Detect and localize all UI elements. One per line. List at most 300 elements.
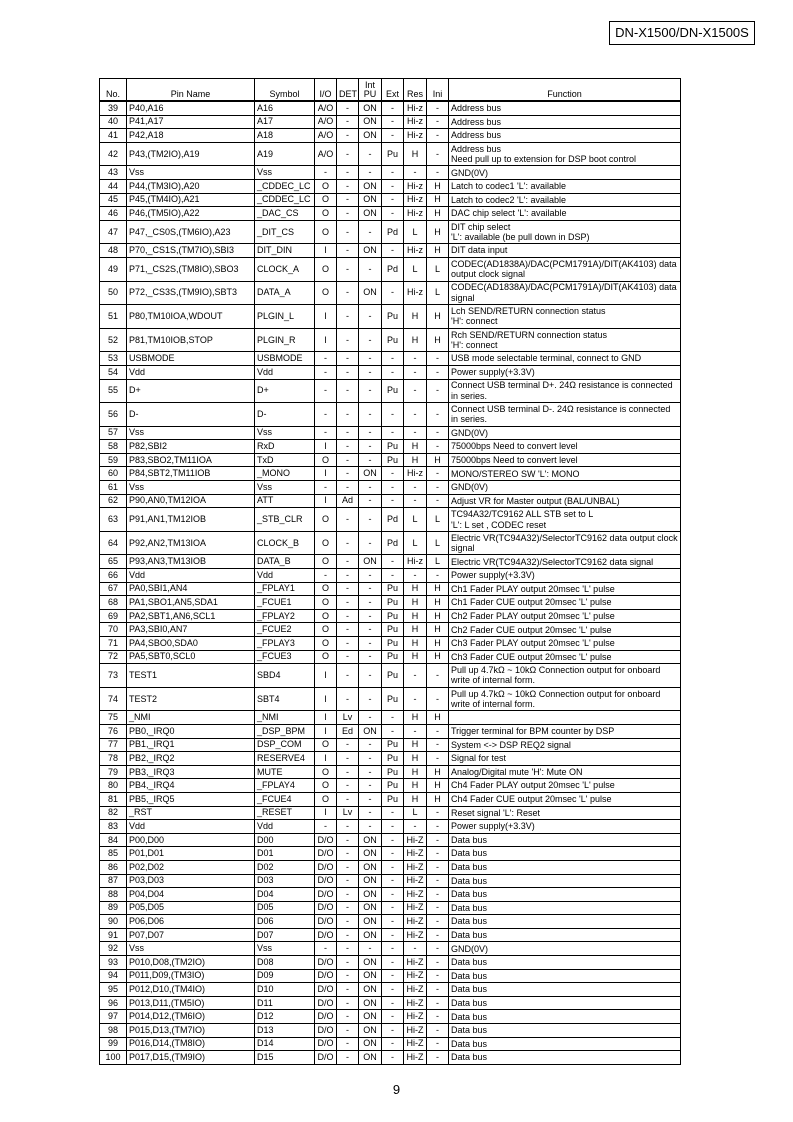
table-cell: L: [404, 508, 427, 532]
table-cell: Hi-z: [404, 281, 427, 305]
table-cell: PA1,SBO1,AN5,SDA1: [127, 596, 255, 610]
table-cell: -: [337, 738, 359, 752]
table-cell: _FPLAY4: [255, 779, 315, 793]
table-cell: -: [382, 833, 404, 847]
table-cell: 80: [100, 779, 127, 793]
table-cell: -: [315, 403, 337, 427]
table-cell: ON: [359, 555, 382, 569]
table-cell: -: [404, 724, 427, 738]
table-row: [100, 752, 681, 766]
table-cell: H: [404, 582, 427, 596]
table-cell: -: [337, 623, 359, 637]
table-cell: Vss: [127, 481, 255, 495]
table-cell: Trigger terminal for BPM counter by DSP: [449, 724, 681, 738]
table-cell: D15: [255, 1051, 315, 1065]
table-cell: -: [359, 365, 382, 379]
table-cell: -: [359, 440, 382, 454]
table-cell: Vss: [127, 942, 255, 956]
table-cell: Power supply(+3.3V): [449, 365, 681, 379]
table-cell: Address bus: [449, 115, 681, 129]
table-row: [100, 969, 681, 983]
table-cell: Hi-Z: [404, 874, 427, 888]
table-cell: 85: [100, 847, 127, 861]
table-cell: GND(0V): [449, 481, 681, 495]
table-cell: H: [427, 765, 449, 779]
table-cell: O: [315, 792, 337, 806]
table-cell: Pu: [382, 752, 404, 766]
model-name-box: DN-X1500/DN-X1500S: [609, 21, 755, 45]
table-cell: -: [427, 956, 449, 970]
table-cell: Hi-Z: [404, 1010, 427, 1024]
column-header: Function: [449, 79, 681, 102]
table-cell: Address bus: [449, 101, 681, 115]
table-cell: Lv: [337, 806, 359, 820]
table-cell: -: [337, 874, 359, 888]
table-cell: P70,_CS1S,(TM7IO),SBI3: [127, 244, 255, 258]
table-cell: -: [427, 440, 449, 454]
table-cell: A19: [255, 142, 315, 166]
table-cell: Address bus Need pull up to extension for DSP boot control: [449, 142, 681, 166]
table-cell: H: [404, 305, 427, 329]
table-cell: Hi-z: [404, 179, 427, 193]
table-cell: I: [315, 467, 337, 481]
table-cell: Pd: [382, 508, 404, 532]
table-cell: -: [359, 623, 382, 637]
table-cell: Ch2 Fader PLAY output 20msec 'L' pulse: [449, 609, 681, 623]
table-row: [100, 637, 681, 651]
table-cell: Pd: [382, 257, 404, 281]
table-cell: Hi-z: [404, 129, 427, 143]
table-cell: D02: [255, 860, 315, 874]
table-cell: ON: [359, 1010, 382, 1024]
table-cell: 52: [100, 328, 127, 352]
table-cell: -: [337, 569, 359, 583]
table-cell: 48: [100, 244, 127, 258]
table-cell: I: [315, 328, 337, 352]
table-cell: 81: [100, 792, 127, 806]
table-cell: P72,_CS3S,(TM9IO),SBT3: [127, 281, 255, 305]
table-cell: 89: [100, 901, 127, 915]
table-cell: Pu: [382, 440, 404, 454]
table-cell: D/O: [315, 915, 337, 929]
table-cell: I: [315, 687, 337, 711]
table-cell: -: [337, 792, 359, 806]
table-cell: -: [337, 101, 359, 115]
table-cell: O: [315, 596, 337, 610]
table-cell: 56: [100, 403, 127, 427]
table-cell: -: [359, 687, 382, 711]
table-cell: -: [337, 637, 359, 651]
table-cell: -: [382, 806, 404, 820]
table-cell: H: [404, 623, 427, 637]
table-cell: -: [337, 453, 359, 467]
table-cell: -: [337, 1037, 359, 1051]
table-cell: Pull up 4.7kΩ ~ 10kΩ Connection output for onboard write of internal form.: [449, 664, 681, 688]
table-cell: _NMI: [127, 711, 255, 725]
table-cell: -: [337, 765, 359, 779]
table-cell: -: [359, 328, 382, 352]
table-cell: -: [337, 983, 359, 997]
table-cell: -: [382, 928, 404, 942]
table-cell: -: [382, 467, 404, 481]
table-cell: Vdd: [255, 820, 315, 834]
table-cell: A/O: [315, 115, 337, 129]
table-cell: Pu: [382, 664, 404, 688]
table-cell: Ch1 Fader CUE output 20msec 'L' pulse: [449, 596, 681, 610]
table-row: [100, 874, 681, 888]
table-cell: D10: [255, 983, 315, 997]
table-cell: Vdd: [127, 820, 255, 834]
table-row: [100, 101, 681, 115]
table-cell: -: [359, 752, 382, 766]
table-cell: Data bus: [449, 874, 681, 888]
table-cell: A18: [255, 129, 315, 143]
table-cell: -: [337, 115, 359, 129]
table-cell: H: [427, 179, 449, 193]
table-cell: SBT4: [255, 687, 315, 711]
table-cell: -: [337, 1051, 359, 1065]
table-cell: D13: [255, 1024, 315, 1038]
table-cell: -: [404, 403, 427, 427]
table-cell: Hi-z: [404, 467, 427, 481]
table-cell: -: [382, 569, 404, 583]
table-row: [100, 142, 681, 166]
table-cell: -: [337, 596, 359, 610]
table-cell: P46,(TM5IO),A22: [127, 207, 255, 221]
table-cell: Hi-Z: [404, 847, 427, 861]
table-cell: I: [315, 244, 337, 258]
table-cell: -: [427, 166, 449, 180]
table-cell: -: [427, 467, 449, 481]
table-cell: H: [404, 752, 427, 766]
table-cell: 44: [100, 179, 127, 193]
table-cell: H: [427, 305, 449, 329]
table-cell: CODEC(AD1838A)/DAC(PCM1791A)/DIT(AK4103) data output clock signal: [449, 257, 681, 281]
table-cell: CODEC(AD1838A)/DAC(PCM1791A)/DIT(AK4103) data signal: [449, 281, 681, 305]
table-cell: GND(0V): [449, 166, 681, 180]
table-cell: -: [359, 569, 382, 583]
table-row: [100, 403, 681, 427]
table-cell: P012,D10,(TM4IO): [127, 983, 255, 997]
table-cell: H: [427, 792, 449, 806]
table-cell: -: [337, 779, 359, 793]
table-cell: D00: [255, 833, 315, 847]
table-cell: Electric VR(TC94A32)/SelectorTC9162 data output clock signal: [449, 531, 681, 555]
table-cell: -: [382, 860, 404, 874]
table-cell: H: [427, 207, 449, 221]
table-cell: -: [382, 711, 404, 725]
table-cell: -: [427, 494, 449, 508]
table-cell: D/O: [315, 874, 337, 888]
table-cell: H: [427, 328, 449, 352]
table-cell: -: [382, 969, 404, 983]
table-cell: Vdd: [127, 365, 255, 379]
table-header-row: [100, 79, 681, 102]
table-cell: ON: [359, 101, 382, 115]
table-cell: P06,D06: [127, 915, 255, 929]
table-cell: PLGIN_R: [255, 328, 315, 352]
table-row: [100, 440, 681, 454]
table-cell: -: [382, 426, 404, 440]
table-cell: 97: [100, 1010, 127, 1024]
table-cell: -: [337, 650, 359, 664]
table-cell: _DAC_CS: [255, 207, 315, 221]
table-cell: D08: [255, 956, 315, 970]
table-cell: O: [315, 207, 337, 221]
table-cell: Pull up 4.7kΩ ~ 10kΩ Connection output for onboard write of internal form.: [449, 687, 681, 711]
table-row: [100, 379, 681, 403]
table-cell: -: [359, 582, 382, 596]
table-cell: -: [427, 738, 449, 752]
table-cell: A/O: [315, 101, 337, 115]
table-cell: -: [337, 426, 359, 440]
table-row: [100, 244, 681, 258]
table-cell: -: [359, 806, 382, 820]
table-cell: Data bus: [449, 1051, 681, 1065]
table-cell: PA3,SBI0,AN7: [127, 623, 255, 637]
table-row: [100, 494, 681, 508]
table-cell: P07,D07: [127, 928, 255, 942]
table-cell: ON: [359, 281, 382, 305]
table-cell: -: [382, 1010, 404, 1024]
table-cell: -: [337, 257, 359, 281]
table-cell: -: [382, 901, 404, 915]
table-row: [100, 928, 681, 942]
table-cell: 86: [100, 860, 127, 874]
table-cell: -: [337, 956, 359, 970]
table-cell: O: [315, 637, 337, 651]
table-cell: D-: [255, 403, 315, 427]
table-cell: -: [427, 403, 449, 427]
table-cell: -: [427, 833, 449, 847]
table-cell: O: [315, 281, 337, 305]
table-cell: H: [404, 609, 427, 623]
table-row: [100, 426, 681, 440]
table-cell: 69: [100, 609, 127, 623]
table-cell: H: [427, 609, 449, 623]
table-cell: Pu: [382, 609, 404, 623]
table-cell: -: [359, 711, 382, 725]
table-cell: I: [315, 305, 337, 329]
table-row: [100, 555, 681, 569]
table-cell: -: [337, 820, 359, 834]
table-cell: D/O: [315, 833, 337, 847]
table-cell: H: [404, 738, 427, 752]
table-cell: Ch2 Fader CUE output 20msec 'L' pulse: [449, 623, 681, 637]
table-cell: 50: [100, 281, 127, 305]
table-cell: -: [382, 115, 404, 129]
table-cell: Hi-Z: [404, 1051, 427, 1065]
table-cell: P84,SBT2,TM11IOB: [127, 467, 255, 481]
table-cell: _NMI: [255, 711, 315, 725]
table-cell: -: [359, 305, 382, 329]
table-cell: -: [337, 888, 359, 902]
table-cell: 57: [100, 426, 127, 440]
table-cell: -: [427, 115, 449, 129]
table-cell: Hi-z: [404, 244, 427, 258]
table-cell: -: [382, 129, 404, 143]
table-cell: -: [382, 888, 404, 902]
table-cell: 75000bps Need to convert level: [449, 440, 681, 454]
table-cell: PB2,_IRQ2: [127, 752, 255, 766]
table-row: [100, 711, 681, 725]
table-cell: Hi-Z: [404, 915, 427, 929]
table-cell: -: [359, 352, 382, 366]
table-cell: O: [315, 609, 337, 623]
table-cell: H: [427, 650, 449, 664]
table-cell: O: [315, 765, 337, 779]
table-cell: -: [337, 403, 359, 427]
table-cell: ON: [359, 901, 382, 915]
table-cell: L: [427, 257, 449, 281]
table-cell: -: [337, 687, 359, 711]
table-cell: Data bus: [449, 1024, 681, 1038]
table-cell: D11: [255, 996, 315, 1010]
table-cell: _CDDEC_LC: [255, 179, 315, 193]
table-cell: Pu: [382, 623, 404, 637]
table-cell: P45,(TM4IO),A21: [127, 193, 255, 207]
table-cell: Data bus: [449, 888, 681, 902]
table-cell: -: [427, 874, 449, 888]
table-cell: DAC chip select 'L': available: [449, 207, 681, 221]
table-cell: -: [404, 494, 427, 508]
table-cell: PA0,SBI1,AN4: [127, 582, 255, 596]
table-cell: -: [359, 142, 382, 166]
table-cell: O: [315, 179, 337, 193]
table-cell: Ch4 Fader PLAY output 20msec 'L' pulse: [449, 779, 681, 793]
table-cell: -: [337, 1010, 359, 1024]
table-cell: 64: [100, 531, 127, 555]
table-cell: Hi-Z: [404, 833, 427, 847]
table-cell: ON: [359, 207, 382, 221]
table-cell: D12: [255, 1010, 315, 1024]
table-cell: H: [404, 779, 427, 793]
table-cell: 66: [100, 569, 127, 583]
table-row: [100, 596, 681, 610]
table-cell: -: [382, 166, 404, 180]
table-cell: -: [382, 915, 404, 929]
table-cell: Vss: [255, 426, 315, 440]
table-cell: 72: [100, 650, 127, 664]
table-cell: PB1,_IRQ1: [127, 738, 255, 752]
page-number: 9: [392, 1082, 401, 1097]
table-cell: -: [427, 901, 449, 915]
table-row: [100, 779, 681, 793]
table-cell: Hi-z: [404, 193, 427, 207]
table-cell: -: [315, 481, 337, 495]
table-cell: Pu: [382, 765, 404, 779]
table-cell: 93: [100, 956, 127, 970]
table-cell: PLGIN_L: [255, 305, 315, 329]
table-cell: ON: [359, 928, 382, 942]
table-cell: -: [404, 426, 427, 440]
table-cell: 90: [100, 915, 127, 929]
table-cell: Vss: [255, 942, 315, 956]
table-cell: 75000bps Need to convert level: [449, 453, 681, 467]
table-cell: -: [337, 305, 359, 329]
table-cell: -: [382, 1024, 404, 1038]
table-cell: I: [315, 711, 337, 725]
table-cell: -: [337, 193, 359, 207]
table-cell: A/O: [315, 129, 337, 143]
table-cell: -: [382, 403, 404, 427]
table-cell: -: [382, 724, 404, 738]
table-cell: -: [382, 847, 404, 861]
table-row: [100, 806, 681, 820]
table-cell: _CDDEC_LC: [255, 193, 315, 207]
table-cell: I: [315, 494, 337, 508]
table-cell: 82: [100, 806, 127, 820]
table-cell: Hi-z: [404, 115, 427, 129]
table-cell: PB0,_IRQ0: [127, 724, 255, 738]
table-cell: -: [382, 1051, 404, 1065]
table-cell: MONO/STEREO SW 'L': MONO: [449, 467, 681, 481]
table-cell: H: [427, 193, 449, 207]
table-row: [100, 453, 681, 467]
table-row: [100, 467, 681, 481]
table-cell: -: [427, 352, 449, 366]
table-row: [100, 508, 681, 532]
table-cell: -: [337, 365, 359, 379]
table-cell: D05: [255, 901, 315, 915]
table-cell: 83: [100, 820, 127, 834]
table-cell: _FCUE3: [255, 650, 315, 664]
table-cell: Hi-Z: [404, 996, 427, 1010]
table-cell: -: [404, 664, 427, 688]
table-cell: Address bus: [449, 129, 681, 143]
table-cell: -: [337, 942, 359, 956]
table-cell: H: [427, 453, 449, 467]
table-cell: D/O: [315, 901, 337, 915]
table-cell: -: [337, 328, 359, 352]
table-cell: P41,A17: [127, 115, 255, 129]
table-cell: ON: [359, 1037, 382, 1051]
table-cell: -: [404, 352, 427, 366]
table-cell: Pu: [382, 687, 404, 711]
table-cell: P013,D11,(TM5IO): [127, 996, 255, 1010]
table-cell: L: [404, 806, 427, 820]
table-row: [100, 1051, 681, 1065]
table-cell: D/O: [315, 956, 337, 970]
table-cell: P90,AN0,TM12IOA: [127, 494, 255, 508]
table-cell: I: [315, 664, 337, 688]
table-row: [100, 365, 681, 379]
table-cell: -: [359, 403, 382, 427]
table-cell: -: [315, 569, 337, 583]
table-cell: H: [404, 650, 427, 664]
table-cell: Lch SEND/RETURN connection status 'H': connect: [449, 305, 681, 329]
table-cell: O: [315, 508, 337, 532]
table-cell: Ch3 Fader CUE output 20msec 'L' pulse: [449, 650, 681, 664]
table-cell: 87: [100, 874, 127, 888]
table-row: [100, 531, 681, 555]
table-cell: -: [337, 142, 359, 166]
table-cell: PB4,_IRQ4: [127, 779, 255, 793]
table-cell: Pu: [382, 582, 404, 596]
table-cell: H: [427, 711, 449, 725]
table-cell: 88: [100, 888, 127, 902]
table-cell: -: [337, 220, 359, 244]
table-cell: L: [427, 281, 449, 305]
table-cell: DIT data input: [449, 244, 681, 258]
table-cell: -: [404, 379, 427, 403]
table-cell: L: [427, 531, 449, 555]
table-cell: D/O: [315, 928, 337, 942]
table-cell: -: [382, 207, 404, 221]
table-cell: _FCUE1: [255, 596, 315, 610]
table-cell: -: [359, 508, 382, 532]
table-cell: D06: [255, 915, 315, 929]
